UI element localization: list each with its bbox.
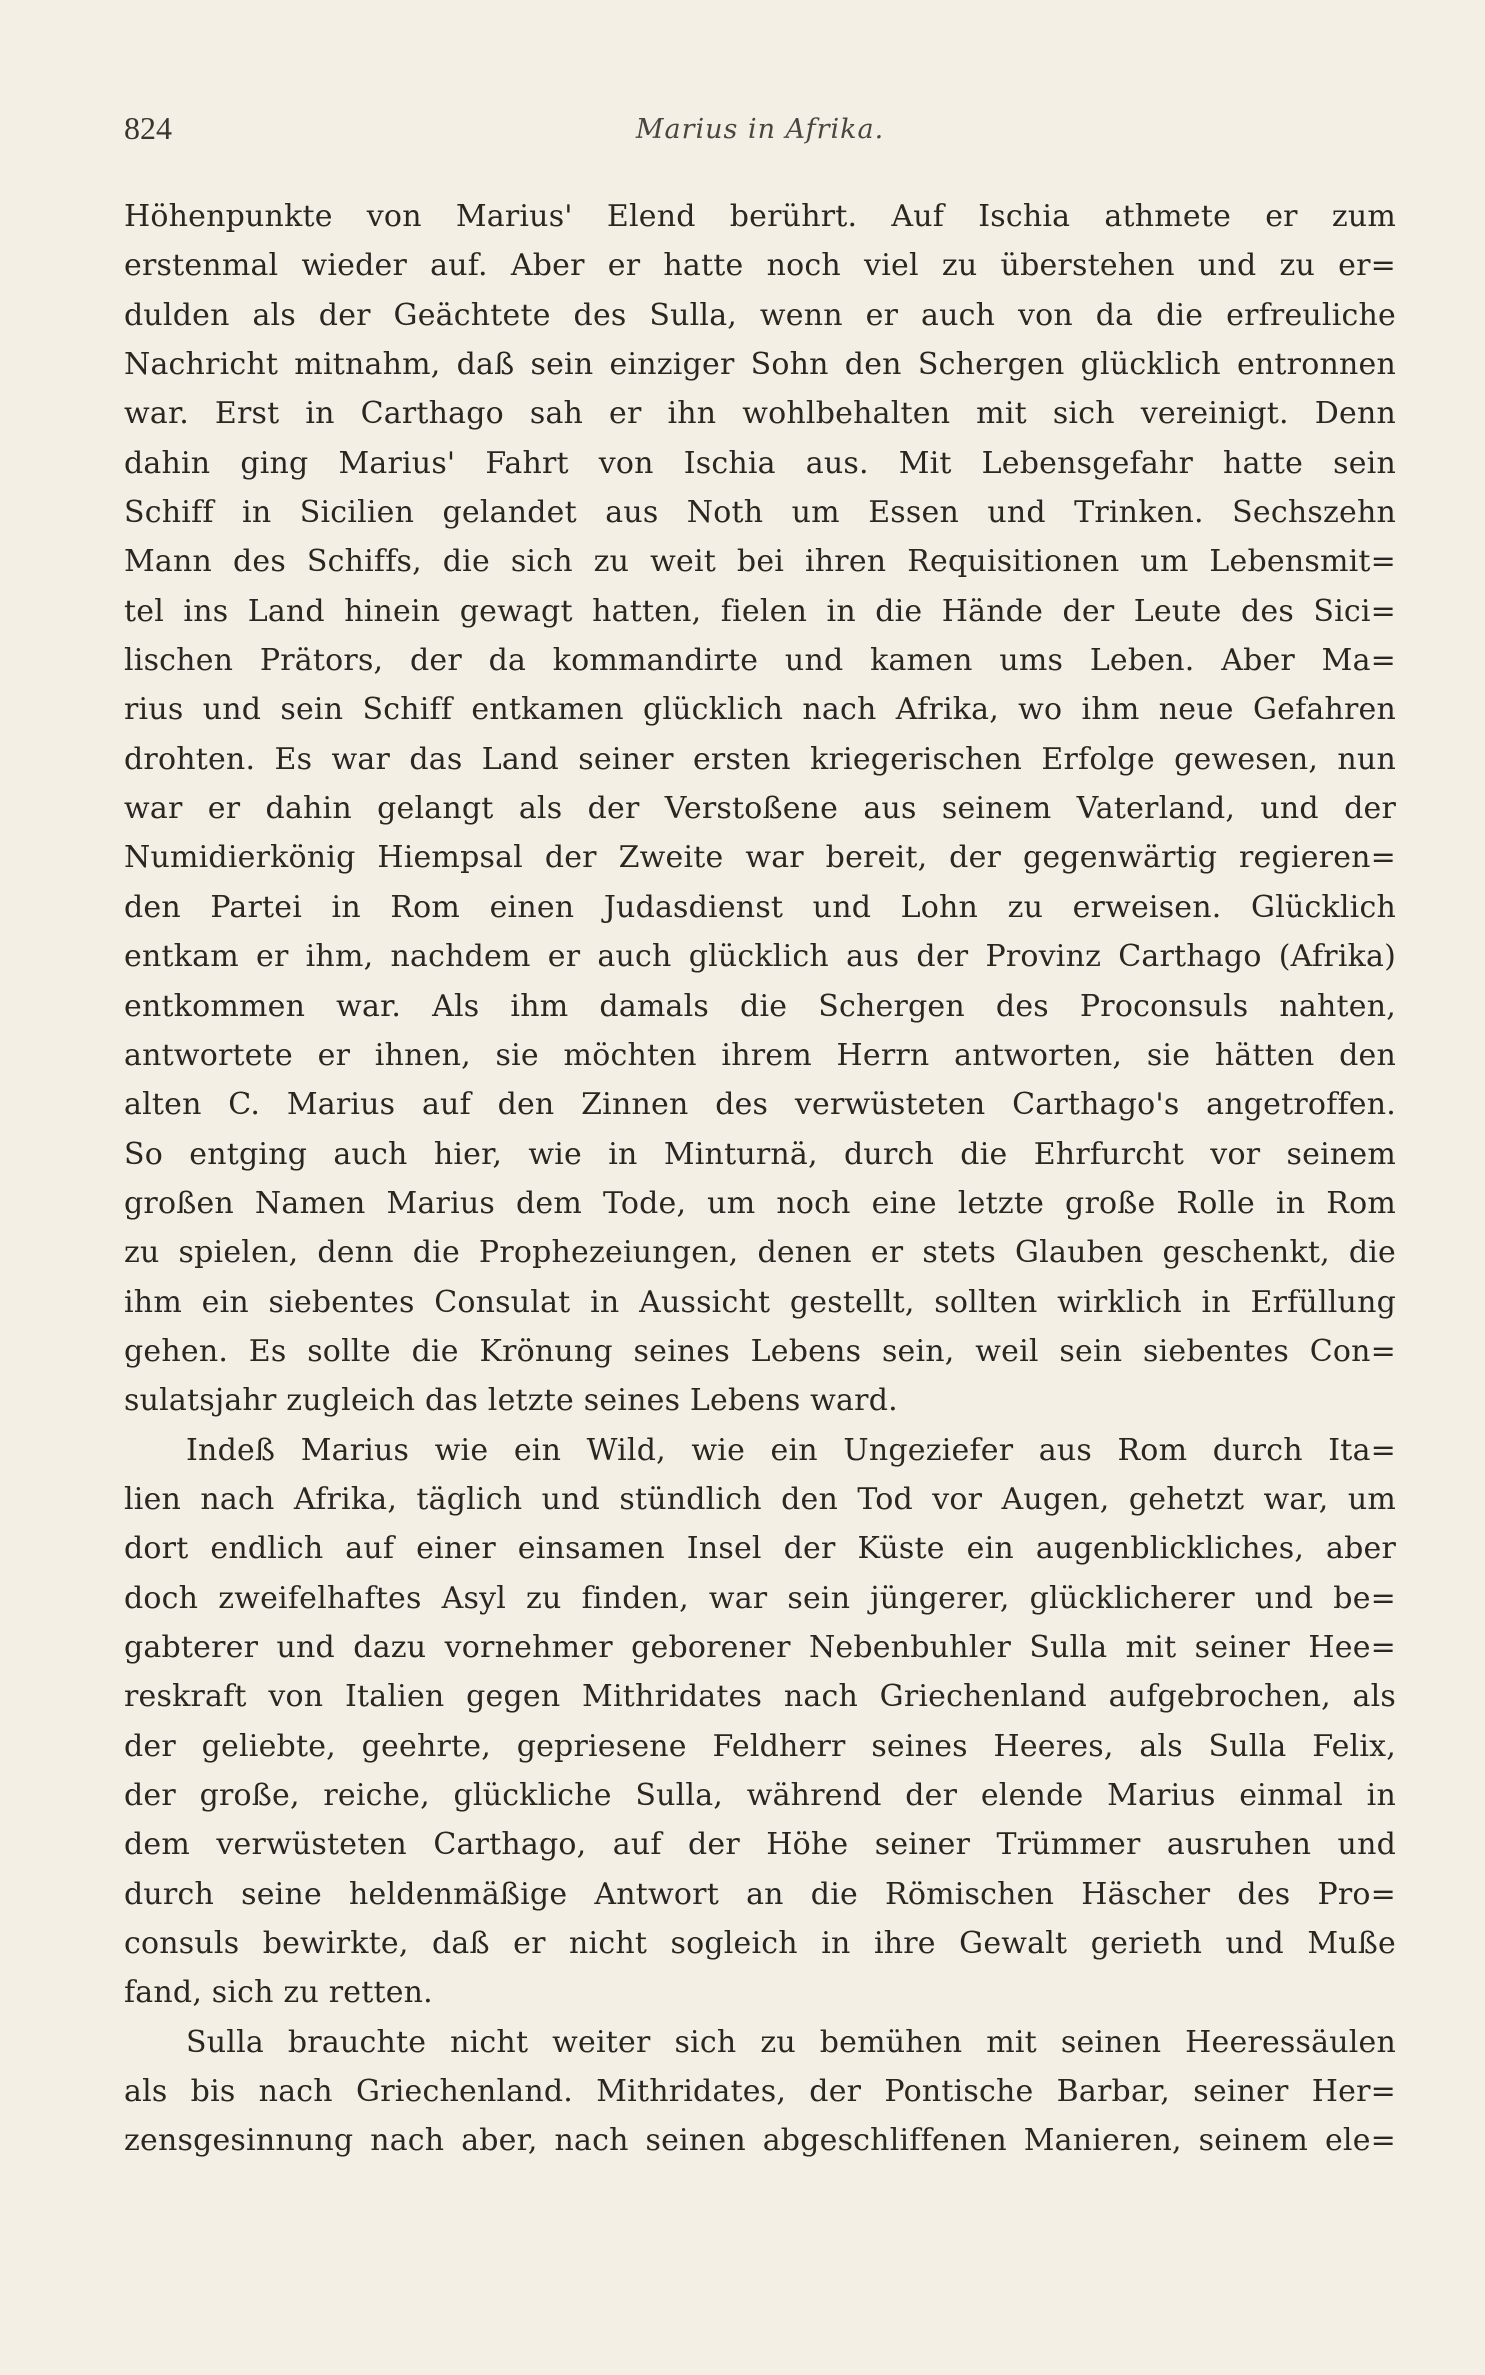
text-line: Indeß Marius wie ein Wild, wie ein Ungeziefer aus Rom durch Ita=: [186, 1432, 1396, 1468]
running-head: Marius in Afrika.: [635, 114, 885, 145]
paragraph: [124, 1426, 1396, 2018]
text-line: Höhenpunkte von Marius' Elend berührt. Auf Ischia athmete er zum: [124, 199, 1396, 234]
text-line: dulden als der Geächtete des Sulla, wenn er auch von da die erfreuliche: [124, 297, 1396, 333]
text-line: reskraft von Italien gegen Mithridates nach Griechenland aufgebrochen, als: [124, 1679, 1396, 1715]
text-line: durch seine heldenmäßige Antwort an die Römischen Häscher des Pro=: [124, 1876, 1396, 1912]
text-line: Nachricht mitnahm, daß sein einziger Sohn den Schergen glücklich entronnen: [124, 347, 1396, 383]
text-line: alten C. Marius auf den Zinnen des verwüsteten Carthago's angetroffen.: [124, 1087, 1396, 1123]
text-line: So entging auch hier, wie in Minturnä, durch die Ehrfurcht vor seinem: [124, 1136, 1396, 1172]
text-line: gehen. Es sollte die Krönung seines Lebens sein, weil sein siebentes Con=: [124, 1333, 1396, 1369]
text-line: lischen Prätors, der da kommandirte und kamen ums Leben. Aber Ma=: [124, 643, 1396, 679]
text-line: entkam er ihm, nachdem er auch glücklich aus der Provinz Carthago (Afrika): [124, 939, 1396, 975]
text-line: antwortete er ihnen, sie möchten ihrem Herrn antworten, sie hätten den: [124, 1037, 1396, 1073]
text-line: fand, sich zu retten.: [124, 1975, 433, 2011]
text-line: rius und sein Schiff entkamen glücklich nach Afrika, wo ihm neue Gefahren: [124, 692, 1396, 728]
text-line: Sulla brauchte nicht weiter sich zu bemühen mit seinen Heeressäulen: [186, 2024, 1396, 2060]
text-line: der geliebte, geehrte, gepriesene Feldherr seines Heeres, als Sulla Felix,: [124, 1728, 1396, 1764]
text-line: war er dahin gelangt als der Verstoßene aus seinem Vaterland, und der: [124, 791, 1396, 827]
text-line: war. Erst in Carthago sah er ihn wohlbehalten mit sich vereinigt. Denn: [124, 396, 1396, 432]
text-line: großen Namen Marius dem Tode, um noch eine letzte große Rolle in Rom: [124, 1185, 1396, 1221]
text-line: als bis nach Griechenland. Mithridates, der Pontische Barbar, seiner Her=: [124, 2074, 1396, 2110]
page-number: 824: [124, 110, 172, 146]
paragraph: [124, 2018, 1396, 2166]
body-text: [124, 192, 1396, 2166]
text-line: Schiff in Sicilien gelandet aus Noth um Essen und Trinken. Sechszehn: [124, 495, 1396, 531]
text-line: dahin ging Marius' Fahrt von Ischia aus. Mit Lebensgefahr hatte sein: [124, 445, 1396, 481]
text-line: gabterer und dazu vornehmer geborener Nebenbuhler Sulla mit seiner Hee=: [124, 1629, 1396, 1665]
text-line: dem verwüsteten Carthago, auf der Höhe seiner Trümmer ausruhen und: [124, 1827, 1396, 1863]
text-line: zu spielen, denn die Prophezeiungen, denen er stets Glauben geschenkt, die: [124, 1235, 1396, 1271]
text-line: entkommen war. Als ihm damals die Schergen des Proconsuls nahten,: [124, 988, 1396, 1024]
text-line: der große, reiche, glückliche Sulla, während der elende Marius einmal in: [124, 1778, 1396, 1813]
text-line: den Partei in Rom einen Judasdienst und Lohn zu erweisen. Glücklich: [124, 889, 1396, 925]
text-line: ihm ein siebentes Consulat in Aussicht gestellt, sollten wirklich in Erfüllung: [124, 1284, 1396, 1320]
text-line: sulatsjahr zugleich das letzte seines Lebens ward.: [124, 1383, 898, 1419]
text-line: lien nach Afrika, täglich und stündlich den Tod vor Augen, gehetzt war, um: [124, 1481, 1396, 1517]
text-line: tel ins Land hinein gewagt hatten, fielen in die Hände der Leute des Sici=: [124, 593, 1396, 629]
page-header: [124, 110, 1396, 150]
text-line: erstenmal wieder auf. Aber er hatte noch viel zu überstehen und zu er=: [124, 248, 1396, 284]
text-line: dort endlich auf einer einsamen Insel der Küste ein augenblickliches, aber: [124, 1531, 1396, 1567]
text-line: Mann des Schiffs, die sich zu weit bei ihren Requisitionen um Lebensmit=: [124, 544, 1396, 580]
text-line: Numidierkönig Hiempsal der Zweite war bereit, der gegenwärtig regieren=: [124, 840, 1396, 876]
text-line: drohten. Es war das Land seiner ersten kriegerischen Erfolge gewesen, nun: [124, 741, 1396, 777]
text-line: doch zweifelhaftes Asyl zu finden, war sein jüngerer, glücklicherer und be=: [124, 1580, 1396, 1616]
paragraph: [124, 192, 1396, 1426]
text-line: zensgesinnung nach aber, nach seinen abgeschliffenen Manieren, seinem ele=: [124, 2123, 1396, 2159]
text-line: consuls bewirkte, daß er nicht sogleich in ihre Gewalt gerieth und Muße: [124, 1926, 1396, 1962]
